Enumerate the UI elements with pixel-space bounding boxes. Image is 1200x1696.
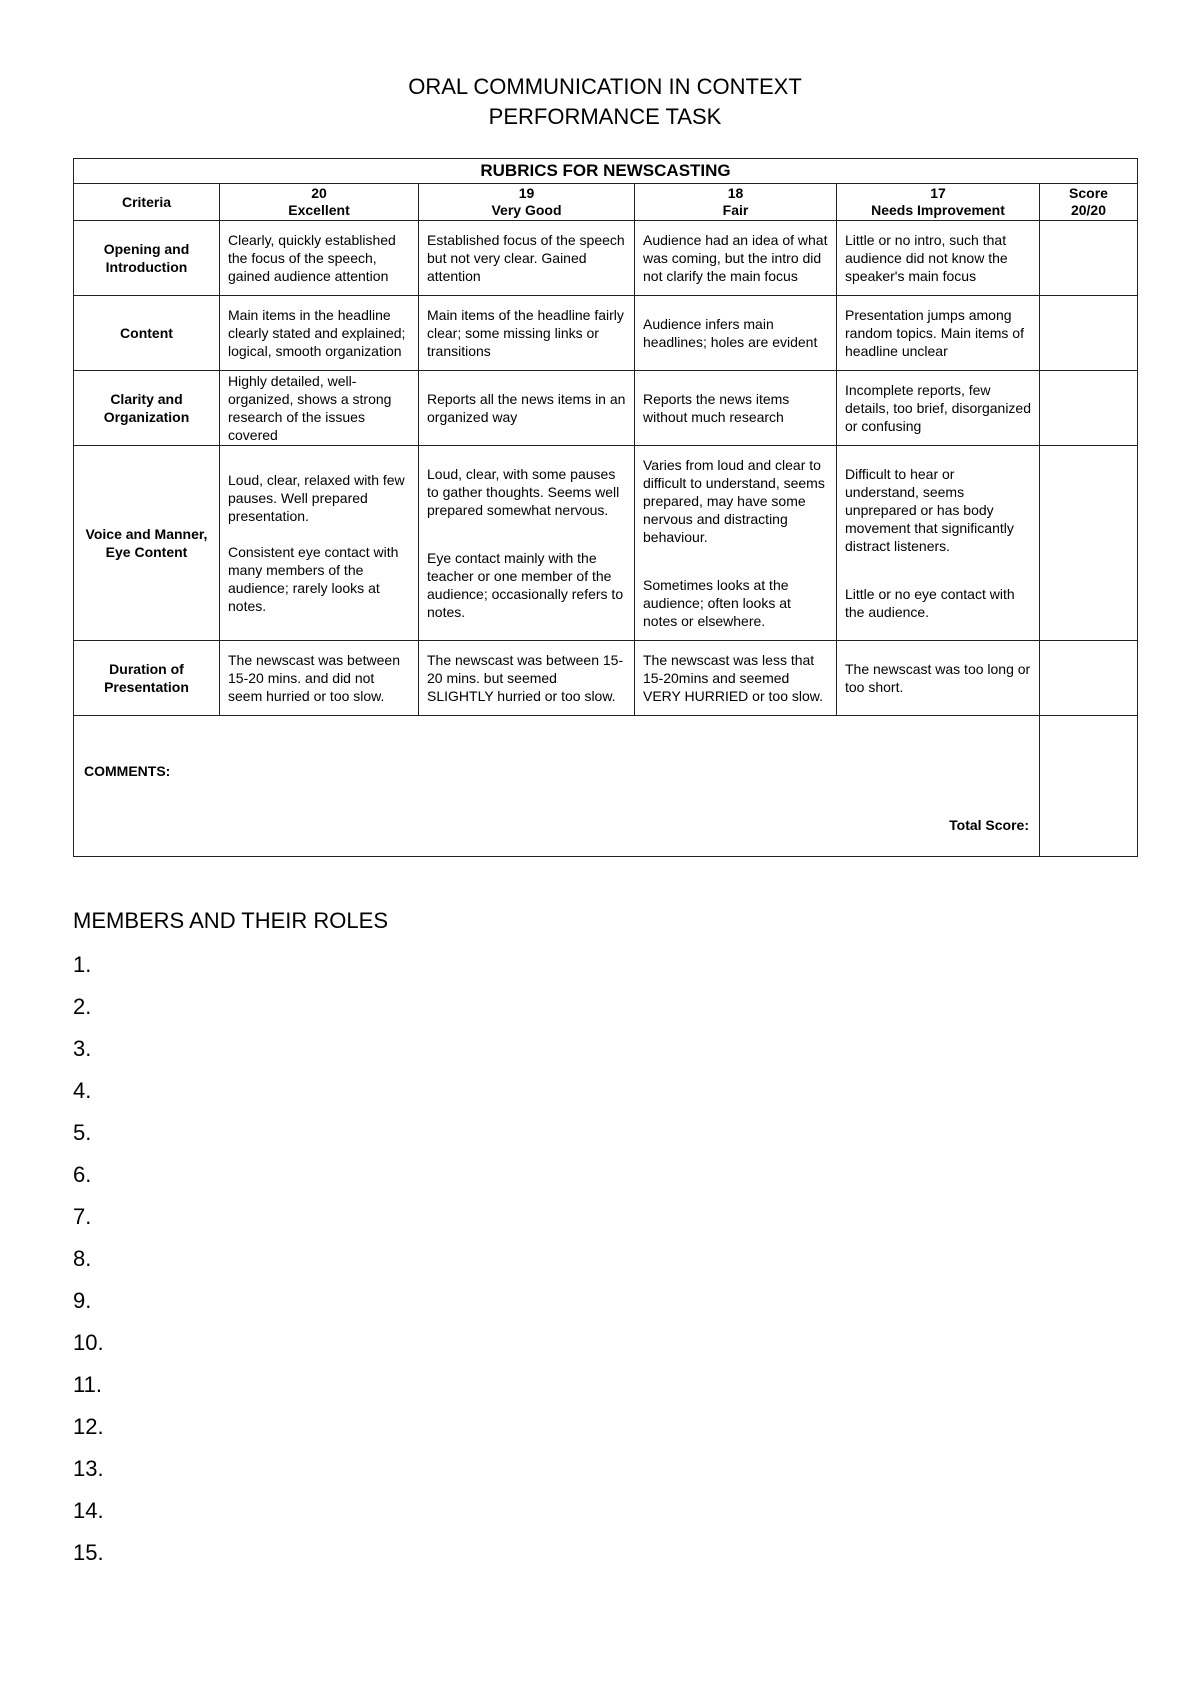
comments-row — [74, 716, 1138, 857]
header-points: 18 — [727, 185, 744, 201]
member-line[interactable]: 10. — [73, 1330, 104, 1355]
cell-paragraph: Loud, clear, relaxed with few pauses. Well prepared presentation. — [228, 472, 405, 524]
member-line[interactable]: 6. — [73, 1162, 92, 1187]
cell-needs-improvement: Little or no intro, such that audience did not know the speaker's main focus — [837, 221, 1040, 296]
cell-paragraph: Loud, clear, with some pauses to gather thoughts. Seems well prepared somewhat nervous. — [427, 466, 620, 518]
cell-fair: Audience infers main headlines; holes are evident — [635, 296, 837, 371]
header-score — [1040, 184, 1138, 221]
header-score-label: Score — [1069, 185, 1108, 201]
comments-cell[interactable] — [74, 716, 1040, 857]
cell-excellent: Main items in the headline clearly stated and explained; logical, smooth organization — [220, 296, 419, 371]
header-needs-improvement — [837, 184, 1040, 221]
criteria-duration: Duration of Presentation — [74, 641, 220, 716]
cell-very-good: The newscast was between 15-20 mins. but seemed SLIGHTLY hurried or too slow. — [419, 641, 635, 716]
member-line[interactable]: 3. — [73, 1036, 92, 1061]
header-points: 19 — [518, 185, 535, 201]
cell-excellent: Highly detailed, well-organized, shows a strong research of the issues covered — [220, 371, 419, 446]
criteria-voice: Voice and Manner, Eye Content — [74, 446, 220, 641]
member-line[interactable]: 4. — [73, 1078, 92, 1103]
criteria-clarity: Clarity and Organization — [74, 371, 220, 446]
header-very-good — [419, 184, 635, 221]
score-cell[interactable] — [1040, 371, 1138, 446]
cell-very-good: Established focus of the speech but not very clear. Gained attention — [419, 221, 635, 296]
criteria-content: Content — [74, 296, 220, 371]
cell-very-good — [419, 446, 635, 641]
cell-fair: Reports the news items without much research — [635, 371, 837, 446]
header-fair — [635, 184, 837, 221]
score-cell[interactable] — [1040, 641, 1138, 716]
member-line[interactable]: 9. — [73, 1288, 92, 1313]
total-score-label: Total Score: — [949, 817, 1029, 833]
members-title: MEMBERS AND THEIR ROLES — [73, 908, 388, 933]
member-line[interactable]: 2. — [73, 994, 92, 1019]
rubric-header-row — [74, 184, 1138, 221]
table-row — [74, 641, 1138, 716]
cell-paragraph: Consistent eye contact with many members of the audience; rarely looks at notes. — [228, 544, 399, 614]
table-row — [74, 296, 1138, 371]
cell-excellent: Clearly, quickly established the focus of the speech, gained audience attention — [220, 221, 419, 296]
cell-paragraph: Varies from loud and clear to difficult to understand, seems prepared, may have some nervous and distracting behaviour. — [643, 457, 825, 545]
header-criteria: Criteria — [74, 184, 220, 221]
header-level: Fair — [722, 202, 749, 218]
cell-very-good: Reports all the news items in an organized way — [419, 371, 635, 446]
document-subtitle: PERFORMANCE TASK — [488, 104, 722, 129]
header-points: 20 — [311, 185, 327, 201]
cell-fair — [635, 446, 837, 641]
cell-paragraph: Difficult to hear or understand, seems unprepared or has body movement that significantly distract listeners. — [845, 466, 1014, 554]
member-line[interactable]: 12. — [73, 1414, 104, 1439]
cell-needs-improvement: Incomplete reports, few details, too brief, disorganized or confusing — [837, 371, 1040, 446]
member-line[interactable]: 11. — [73, 1372, 102, 1397]
cell-paragraph: Eye contact mainly with the teacher or one member of the audience; occasionally refers to notes. — [427, 550, 624, 620]
cell-fair: Audience had an idea of what was coming, but the intro did not clarify the main focus — [635, 221, 837, 296]
member-line[interactable]: 8. — [73, 1246, 92, 1271]
header-level: Very Good — [491, 202, 562, 218]
cell-needs-improvement: The newscast was too long or too short. — [837, 641, 1040, 716]
cell-excellent — [220, 446, 419, 641]
header-excellent — [220, 184, 419, 221]
member-line[interactable]: 1. — [73, 952, 92, 977]
header-level: Needs Improvement — [871, 202, 1005, 218]
comments-label: COMMENTS: — [84, 763, 171, 779]
rubric-caption: RUBRICS FOR NEWSCASTING — [74, 159, 1138, 184]
cell-needs-improvement — [837, 446, 1040, 641]
member-line[interactable]: 13. — [73, 1456, 104, 1481]
total-score-cell[interactable] — [1040, 716, 1138, 857]
table-row — [74, 221, 1138, 296]
header-score-value: 20/20 — [1070, 202, 1107, 218]
cell-very-good: Main items of the headline fairly clear; some missing links or transitions — [419, 296, 635, 371]
document-title: ORAL COMMUNICATION IN CONTEXT — [408, 74, 802, 99]
member-line[interactable]: 15. — [73, 1540, 104, 1565]
members-section — [73, 906, 388, 1574]
score-cell[interactable] — [1040, 296, 1138, 371]
cell-paragraph: Little or no eye contact with the audience. — [845, 586, 1015, 620]
cell-excellent: The newscast was between 15-20 mins. and did not seem hurried or too slow. — [220, 641, 419, 716]
cell-paragraph: Sometimes looks at the audience; often looks at notes or elsewhere. — [643, 577, 791, 629]
member-line[interactable]: 7. — [73, 1204, 92, 1229]
criteria-opening: Opening and Introduction — [74, 221, 220, 296]
cell-needs-improvement: Presentation jumps among random topics. Main items of headline unclear — [837, 296, 1040, 371]
member-line[interactable]: 5. — [73, 1120, 92, 1145]
score-cell[interactable] — [1040, 446, 1138, 641]
cell-fair: The newscast was less that 15-20mins and seemed VERY HURRIED or too slow. — [635, 641, 837, 716]
header-points: 17 — [930, 185, 946, 201]
header-level: Excellent — [288, 202, 350, 218]
rubric-table — [73, 158, 1138, 857]
member-line[interactable]: 14. — [73, 1498, 104, 1523]
table-row — [74, 371, 1138, 446]
score-cell[interactable] — [1040, 221, 1138, 296]
table-row — [74, 446, 1138, 641]
